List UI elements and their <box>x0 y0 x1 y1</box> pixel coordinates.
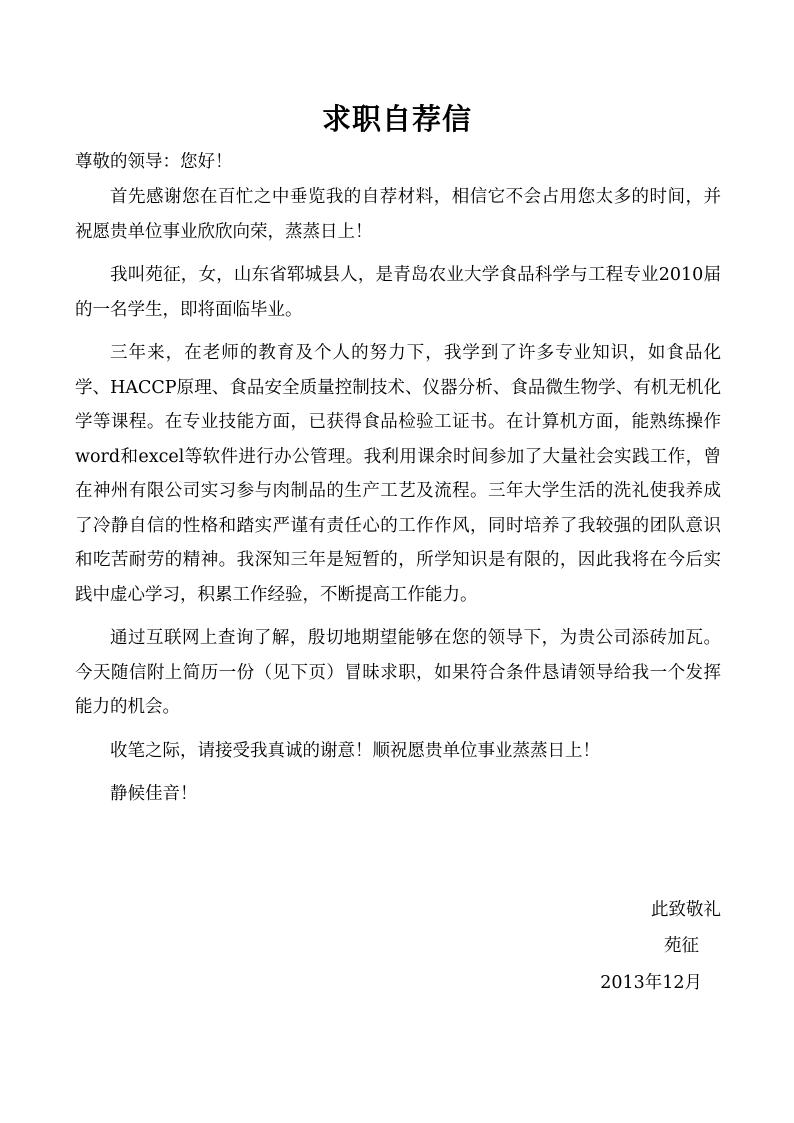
signature-block <box>600 892 721 1001</box>
letter-body <box>75 145 721 821</box>
letter-closing-await: 静候佳音！ <box>110 784 198 805</box>
letter-closing-thanks: 收笔之际，请接受我真诚的谢意！顺祝愿贵单位事业蒸蒸日上！ <box>110 740 600 761</box>
letter-date: 2013年12月 <box>600 973 702 993</box>
letter-paragraph-2: 我叫苑征，女，山东省郓城县人，是青岛农业大学食品科学与工程专业2010届的一名学生，即将面临毕业。 <box>75 265 721 320</box>
letter-paragraph-3: 三年来，在老师的教育及个人的努力下，我学到了许多专业知识，如食品化学、HACCP原理、食品安全质量控制技术、仪器分析、食品微生物学、有机无机化学等课程。在专业技能方面，已获得食品检验工证书。在计算机方面，能熟练操作word和excel等软件进行办公管理。我利用课余时间参加了大量社会实践工作，曾在神州有限公司实习参与肉制品的生产工艺及流程。三年大学生活的洗礼使我养成了冷静自信的性格和踏实严谨有责任心的工作作风，同时培养了我较强的团队意识和吃苦耐劳的精神。我深知三年是短暂的，所学知识是有限的，因此我将在今后实践中虚心学习，积累工作经验，不断提高工作能力。 <box>75 343 721 605</box>
document-title: 求职自荐信 <box>321 102 472 136</box>
letter-paragraph-4: 通过互联网上查询了解，殷切地期望能够在您的领导下，为贵公司添砖加瓦。今天随信附上简历一份（见下页）冒昧求职，如果符合条件恳请领导给我一个发挥能力的机会。 <box>75 628 721 718</box>
letter-paragraph-1: 首先感谢您在百忙之中垂览我的自荐材料，相信它不会占用您太多的时间，并祝愿贵单位事业欣欣向荣，蒸蒸日上！ <box>75 187 721 242</box>
letter-regards: 此致敬礼 <box>651 900 721 920</box>
letter-signature: 苑征 <box>664 936 699 956</box>
letter-greeting: 尊敬的领导：您好！ <box>75 152 233 172</box>
